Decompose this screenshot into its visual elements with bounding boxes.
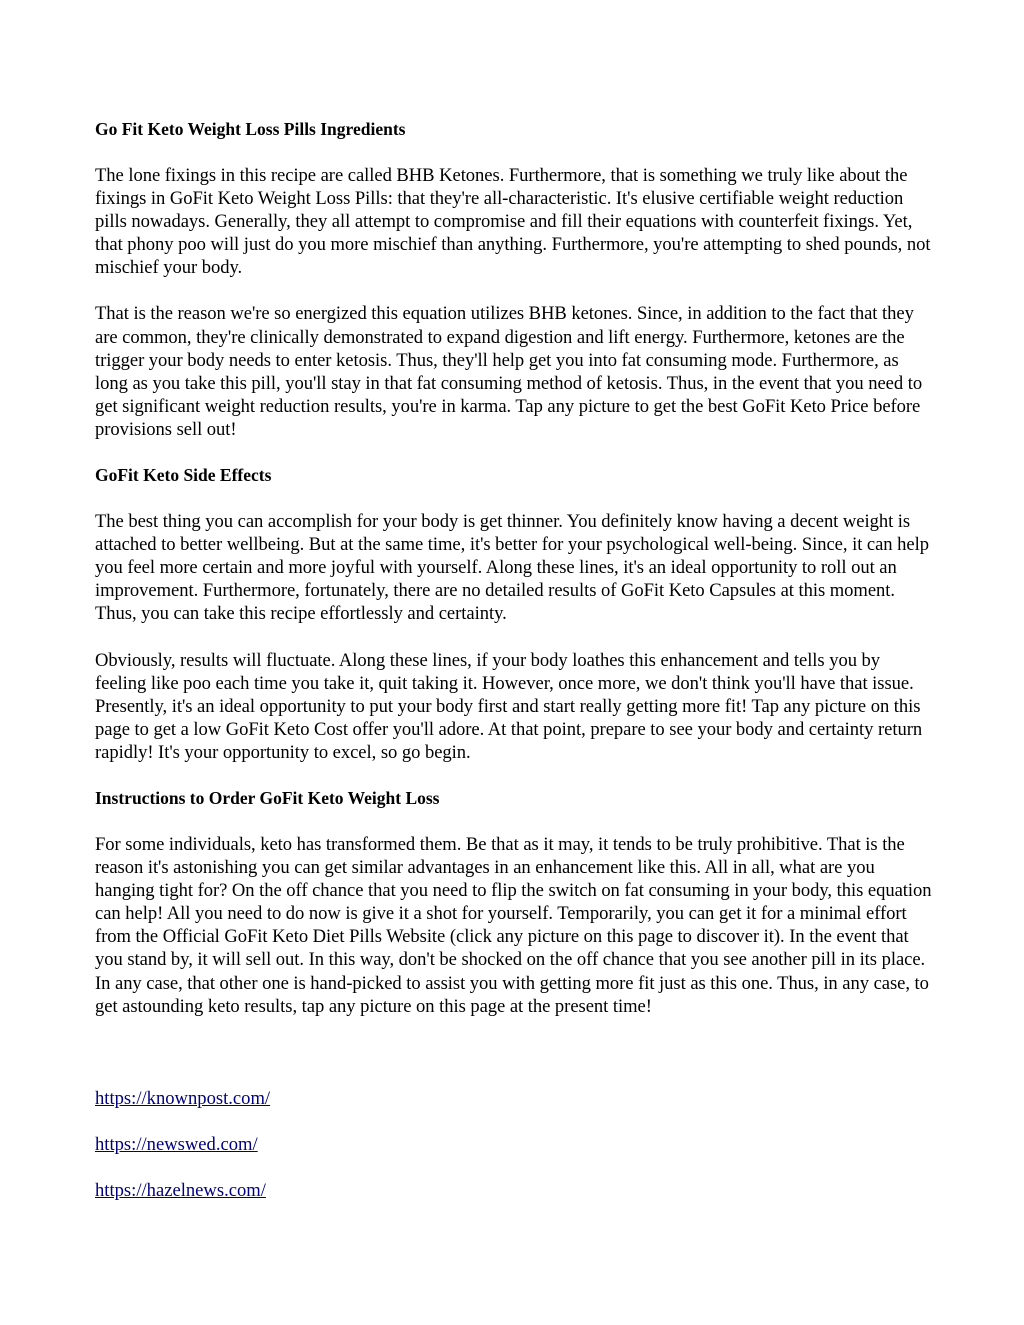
body-paragraph: For some individuals, keto has transformed them. Be that as it may, it tends to be truly prohibitive. That is the reason it's astonishing you can get similar advantages in an enhancement like this. All in all, what are you hanging tight for? On the off chance that you need to flip the switch on fat consuming in your body, this equation can help! All you need to do now is give it a shot for yourself. Temporarily, you can get it for a minimal effort from the Official GoFit Keto Diet Pills Website (click any picture on this page to discover it). In the event that you stand by, it will sell out. In this way, don't be shocked on the off chance that you see another pill in its place. In any case, that other one is hand-picked to assist you with getting more fit just as this one. Thus, in any case, to get astounding keto results, tap any picture on this page at the present time! <box>95 833 932 1017</box>
section-heading: Go Fit Keto Weight Loss Pills Ingredients <box>95 119 406 139</box>
link-item <box>95 1087 935 1110</box>
link-item <box>95 1133 935 1156</box>
section-heading: Instructions to Order GoFit Keto Weight Loss <box>95 787 440 808</box>
body-paragraph: Obviously, results will fluctuate. Along these lines, if your body loathes this enhancement and tells you by feeling like poo each time you take it, quit taking it. However, once more, we don't think you'll have that issue. Presently, it's an ideal opportunity to put your body first and start really getting more fit! Tap any picture on this page to get a low GoFit Keto Cost offer you'll adore. At that point, prepare to see your body and certainty return rapidly! It's your opportunity to excel, so go begin. <box>95 649 923 763</box>
body-paragraph: The best thing you can accomplish for your body is get thinner. You definitely know having a decent weight is attached to better wellbeing. But at the same time, it's better for your psychological well-being. Since, it can help you feel more certain and more joyful with yourself. Along these lines, it's an ideal opportunity to roll out an improvement. Furthermore, fortunately, there are no detailed results of GoFit Keto Capsules at this moment. Thus, you can take this recipe effortlessly and certainty. <box>95 511 929 625</box>
knownpost-link[interactable]: https://knownpost.com/ <box>95 1087 271 1109</box>
body-paragraph: The lone fixings in this recipe are called BHB Ketones. Furthermore, that is something we truly like about the fixings in GoFit Keto Weight Loss Pills: that they're all-characteristic. It's elusive certifiable weight reduction pills nowadays. Generally, they all attempt to compromise and fill their equations with counterfeit fixings. Yet, that phony poo will just do you more mischief than anything. Furthermore, you're attempting to shed pounds, not mischief your body. <box>95 165 931 279</box>
link-item <box>95 1179 935 1202</box>
body-paragraph: That is the reason we're so energized this equation utilizes BHB ketones. Since, in addition to the fact that they are common, they're clinically demonstrated to expand digestion and lift energy. Furthermore, ketones are the trigger your body needs to enter ketosis. Thus, they'll help get you into fat consuming mode. Furthermore, as long as you take this pill, you'll stay in that fat consuming method of ketosis. Thus, in the event that you need to get significant weight reduction results, you're in karma. Tap any picture to get the best GoFit Keto Price before provisions sell out! <box>95 303 923 440</box>
blank-space <box>95 1041 935 1087</box>
newswed-link[interactable]: https://newswed.com/ <box>95 1133 258 1155</box>
document-page <box>95 118 935 1225</box>
section-heading: GoFit Keto Side Effects <box>95 465 272 486</box>
hazelnews-link[interactable]: https://hazelnews.com/ <box>95 1179 266 1201</box>
